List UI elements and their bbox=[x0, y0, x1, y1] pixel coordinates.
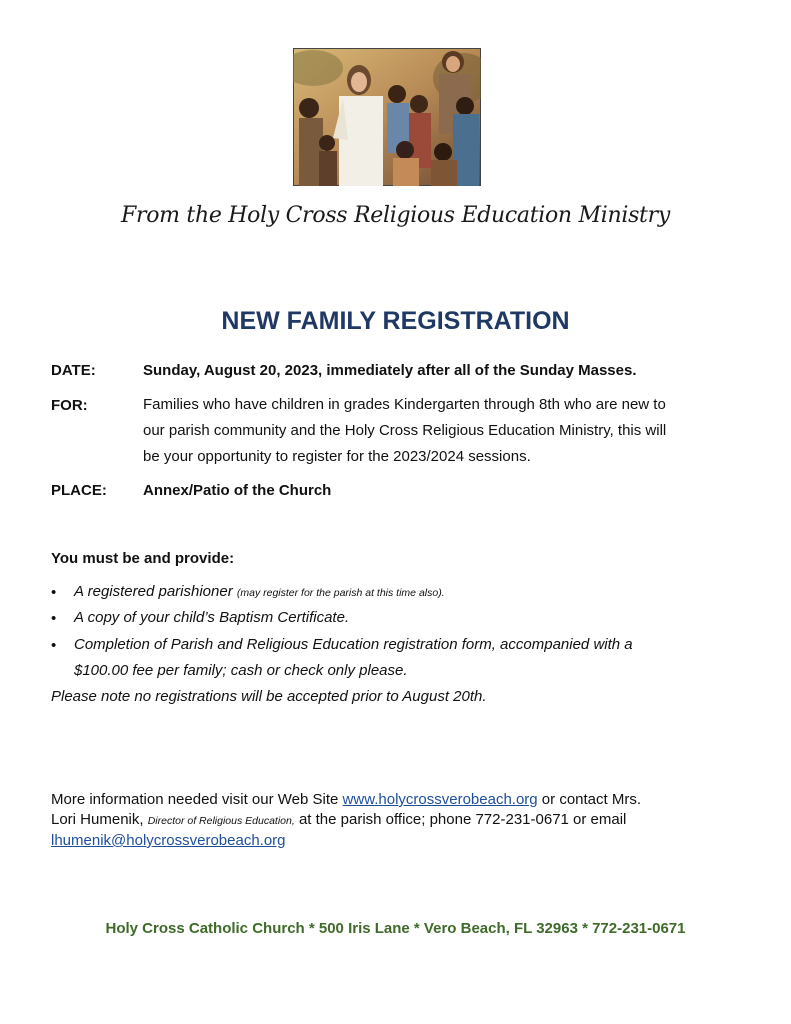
requirements-heading: You must be and provide: bbox=[51, 550, 235, 567]
for-label: FOR: bbox=[51, 397, 88, 414]
jesus-with-children-painting bbox=[293, 48, 481, 186]
requirement-item bbox=[74, 579, 445, 606]
bullet-icon: • bbox=[51, 610, 57, 627]
registration-note: Please note no registrations will be accepted prior to August 20th. bbox=[51, 688, 487, 705]
date-value: Sunday, August 20, 2023, immediately after all of the Sunday Masses. bbox=[143, 362, 637, 379]
requirement-item: A copy of your child’s Baptism Certificate. bbox=[74, 609, 350, 626]
painting-image bbox=[293, 48, 481, 186]
ministry-subtitle: From the Holy Cross Religious Education Ministry bbox=[121, 203, 670, 228]
bullet-icon: • bbox=[51, 584, 57, 601]
bullet-icon: • bbox=[51, 637, 57, 654]
requirement-line: Completion of Parish and Religious Education registration form, accompanied with a bbox=[74, 636, 633, 653]
place-label: PLACE: bbox=[51, 482, 107, 499]
more-info-text: at the parish office; phone 772-231-0671 or email bbox=[294, 811, 627, 828]
contact-role: Director of Religious Education, bbox=[147, 815, 295, 827]
requirement-line: $100.00 fee per family; cash or check only please. bbox=[74, 662, 408, 679]
for-line: our parish community and the Holy Cross Religious Education Ministry, this will bbox=[143, 422, 667, 439]
more-info-text: or contact Mrs. bbox=[537, 791, 641, 808]
date-label: DATE: bbox=[51, 362, 96, 379]
for-value bbox=[143, 392, 753, 470]
contact-name: Lori Humenik, bbox=[51, 811, 148, 828]
email-link[interactable]: lhumenik@holycrossverobeach.org bbox=[51, 832, 286, 849]
website-link[interactable]: www.holycrossverobeach.org bbox=[342, 791, 538, 808]
requirement-text: A registered parishioner bbox=[74, 583, 233, 600]
for-line: be your opportunity to register for the 2023/2024 sessions. bbox=[143, 448, 531, 465]
requirement-item bbox=[74, 632, 764, 684]
more-info bbox=[51, 790, 751, 851]
more-info-text: More information needed visit our Web Site bbox=[51, 791, 343, 808]
requirement-note: (may register for the parish at this time also). bbox=[236, 587, 445, 599]
place-value: Annex/Patio of the Church bbox=[143, 482, 332, 499]
church-footer: Holy Cross Catholic Church * 500 Iris Lane * Vero Beach, FL 32963 * 772-231-0671 bbox=[105, 920, 686, 937]
for-line: Families who have children in grades Kindergarten through 8th who are new to bbox=[143, 396, 666, 413]
page-title: NEW FAMILY REGISTRATION bbox=[221, 307, 570, 335]
